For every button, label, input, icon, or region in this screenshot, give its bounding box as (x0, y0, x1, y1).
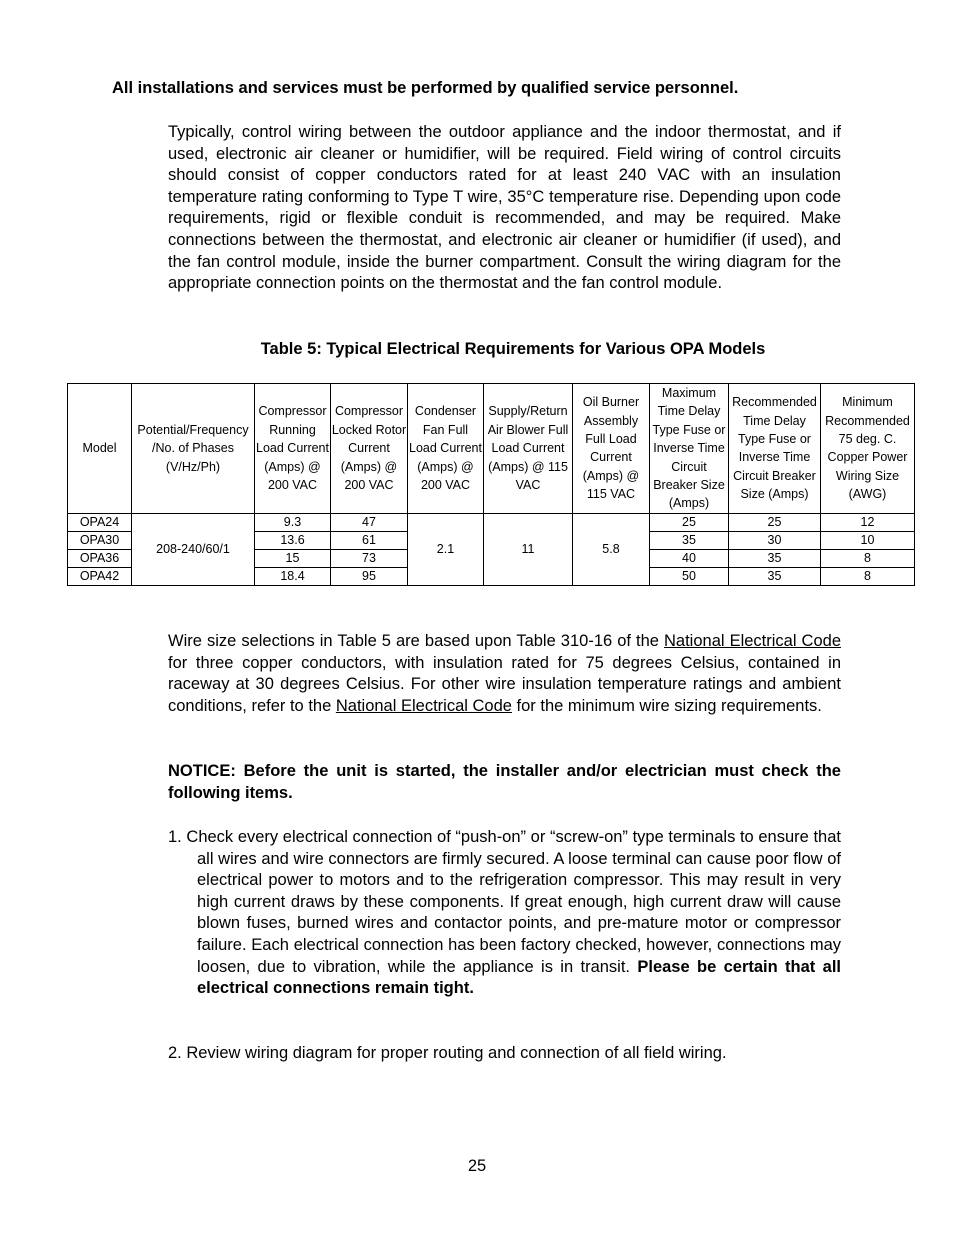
cell-max-fuse: 50 (650, 567, 729, 585)
cell-blower: 11 (484, 513, 573, 585)
wire-text-part2: for three copper conductors, with insulation rated for 75 degrees Celsius, contained in raceway at 30 degrees Celsius. For other wire insulation temperature ratings and ambient conditions, refer to the (168, 653, 841, 715)
nec-reference-link: National Electrical Code (664, 632, 841, 650)
wire-text-part3: for the minimum wire sizing requirements. (511, 696, 822, 715)
cell-locked: 61 (331, 531, 408, 549)
item1-text: 1. Check every electrical connection of “push-on” or “screw-on” type terminals to ensure that all wires and wire connectors are firmly secured. A loose terminal can cause poor flow of electrical power to motors and to the refrigeration compressor. This may result in very high current draws by these components. If great enough, high current draw will cause blown fuses, burned wires and contactor points, and pre-mature motor or compressor failure. Each electrical connection has been factory checked, however, connections may loosen, due to vibration, while the appliance is in transit. (168, 828, 841, 976)
intro-paragraph: Typically, control wiring between the outdoor appliance and the indoor thermostat, and if used, electronic air cleaner or humidifier, will be required. Field wiring of control circuits should consist of copper conductors rated for at least 240 VAC with an insulation temperature rating conforming to Type T wire, 35°C temperature rise. Depending upon code requirements, rigid or flexible conduit is recommended, and may be required. Make connections between the thermostat, and electronic air cleaner or humidifier (if used), and the fan control module, inside the burner compartment. Consult the wiring diagram for the appropriate connection points on the thermostat and the fan control module. (168, 123, 841, 293)
cell-wire-size: 12 (821, 513, 915, 531)
checklist-item-1 (168, 827, 841, 1000)
cell-potential: 208-240/60/1 (132, 513, 255, 585)
cell-locked: 47 (331, 513, 408, 531)
table-header-row (68, 384, 915, 514)
item1-emphasis: Please be certain that all electrical connections remain tight. (197, 957, 841, 998)
header-blower: Supply/Return Air Blower Full Load Current (Amps) @ 115 VAC (484, 384, 573, 514)
table-row (68, 513, 915, 531)
nec-reference-link: National Electrical Code (335, 696, 512, 715)
electrical-requirements-table (67, 383, 915, 586)
cell-model: OPA24 (68, 513, 132, 531)
header-potential: Potential/Frequency /No. of Phases (V/Hz/Ph) (132, 384, 255, 514)
checklist-item-2: 2. Review wiring diagram for proper routing and connection of all field wiring. (168, 1044, 727, 1062)
cell-running: 18.4 (255, 567, 331, 585)
page-heading: All installations and services must be performed by qualified service personnel. (112, 79, 739, 97)
cell-model: OPA42 (68, 567, 132, 585)
notice-paragraph: NOTICE: Before the unit is started, the installer and/or electrician must check the following items. (168, 762, 841, 802)
table-caption: Table 5: Typical Electrical Requirements for Various OPA Models (260, 340, 766, 358)
wire-text-part1: Wire size selections in Table 5 are based upon Table 310-16 of the (168, 632, 664, 650)
header-max-fuse: Maximum Time Delay Type Fuse or Inverse Time Circuit Breaker Size (Amps) (650, 384, 729, 514)
cell-running: 13.6 (255, 531, 331, 549)
cell-model: OPA36 (68, 549, 132, 567)
cell-recommended-fuse: 35 (729, 549, 821, 567)
cell-model: OPA30 (68, 531, 132, 549)
cell-running: 15 (255, 549, 331, 567)
cell-max-fuse: 40 (650, 549, 729, 567)
cell-wire-size: 8 (821, 567, 915, 585)
cell-wire-size: 8 (821, 549, 915, 567)
header-compressor-running: Compressor Running Load Current (Amps) @ 200 VAC (255, 384, 331, 514)
cell-running: 9.3 (255, 513, 331, 531)
cell-max-fuse: 35 (650, 531, 729, 549)
cell-max-fuse: 25 (650, 513, 729, 531)
header-model: Model (68, 384, 132, 514)
cell-recommended-fuse: 35 (729, 567, 821, 585)
header-wire-size: Minimum Recommended 75 deg. C. Copper Power Wiring Size (AWG) (821, 384, 915, 514)
header-oil-burner: Oil Burner Assembly Full Load Current (Amps) @ 115 VAC (573, 384, 650, 514)
cell-recommended-fuse: 30 (729, 531, 821, 549)
header-compressor-locked: Compressor Locked Rotor Current (Amps) @ 200 VAC (331, 384, 408, 514)
header-condenser-fan: Condenser Fan Full Load Current (Amps) @ 200 VAC (408, 384, 484, 514)
cell-recommended-fuse: 25 (729, 513, 821, 531)
cell-locked: 95 (331, 567, 408, 585)
header-recommended-fuse: Recommended Time Delay Type Fuse or Inverse Time Circuit Breaker Size (Amps) (729, 384, 821, 514)
wire-size-paragraph (168, 631, 841, 717)
cell-wire-size: 10 (821, 531, 915, 549)
cell-oil-burner: 5.8 (573, 513, 650, 585)
cell-condenser-fan: 2.1 (408, 513, 484, 585)
cell-locked: 73 (331, 549, 408, 567)
page-number: 25 (467, 1157, 487, 1175)
